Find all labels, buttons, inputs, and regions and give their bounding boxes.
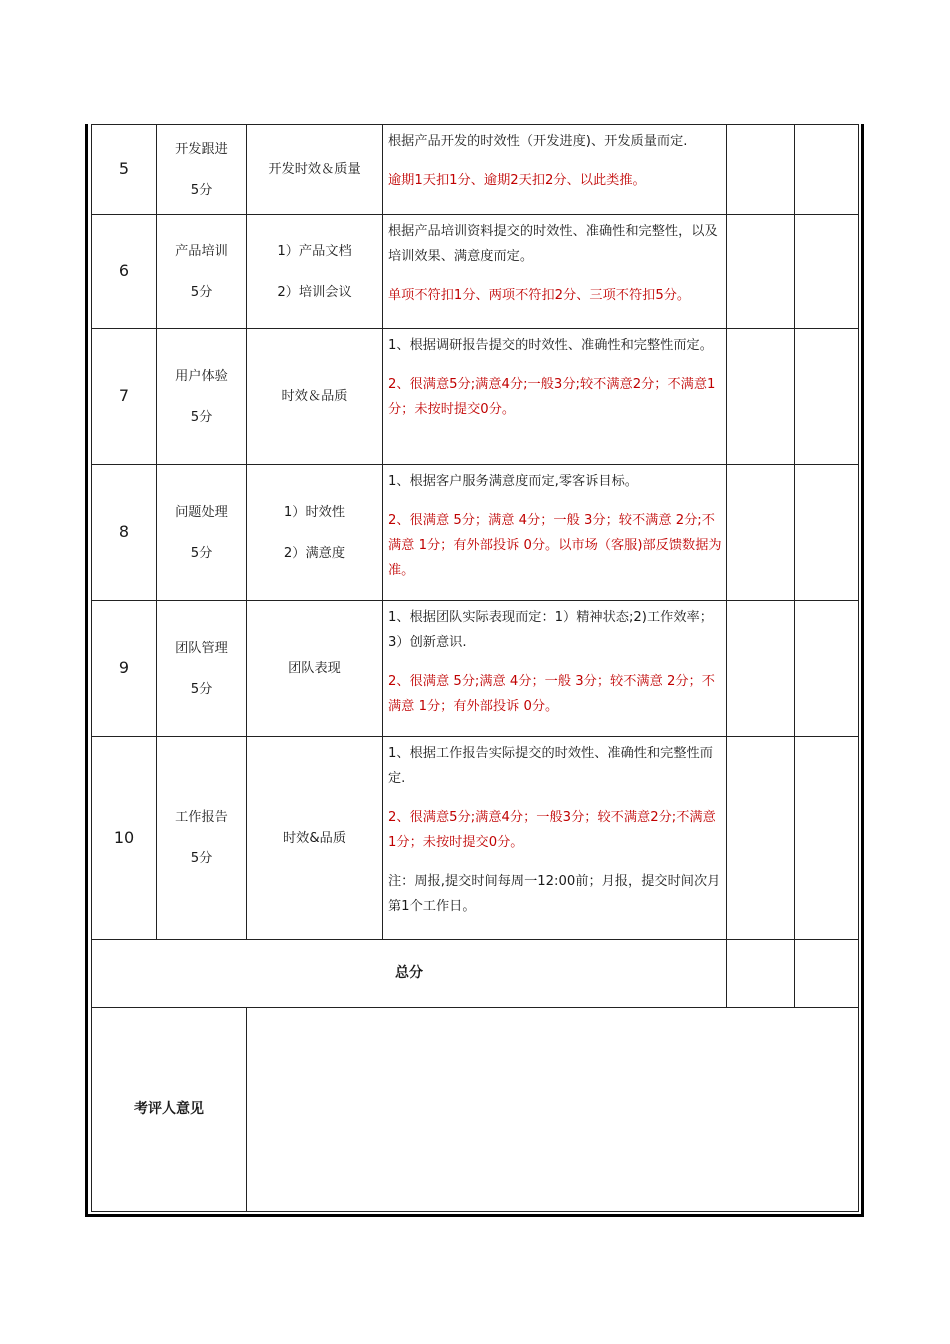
reviewer-row xyxy=(92,1008,859,1212)
description-cell xyxy=(383,215,727,329)
total-remark-cell[interactable] xyxy=(795,940,859,1008)
scoring-rule-text: 2、很满意5分;满意4分;一般3分;较不满意2分；不满意1分；未按时提交0分。 xyxy=(388,377,716,417)
item-score: 5分 xyxy=(190,681,213,697)
item-score: 5分 xyxy=(190,182,213,198)
row-number: 8 xyxy=(92,465,157,601)
item-cell xyxy=(157,215,247,329)
criteria-line: 2）培训会议 xyxy=(277,284,352,300)
table-row xyxy=(92,465,859,601)
criteria-cell xyxy=(247,125,383,215)
item-score: 5分 xyxy=(190,545,213,561)
description-text: 根据产品开发的时效性（开发进度)、开发质量而定. xyxy=(388,134,688,149)
remark-cell[interactable] xyxy=(795,737,859,940)
score-cell[interactable] xyxy=(727,125,795,215)
item-name: 开发跟进 xyxy=(175,141,228,157)
criteria-cell xyxy=(247,215,383,329)
scoring-rule-text: 2、很满意 5分;满意 4分；一般 3分；较不满意 2分；不满意 1分；有外部投诉 0分。 xyxy=(388,674,715,714)
item-name: 产品培训 xyxy=(175,243,228,259)
item-score: 5分 xyxy=(190,409,213,425)
row-number: 7 xyxy=(92,329,157,465)
remark-cell[interactable] xyxy=(795,465,859,601)
evaluation-rows xyxy=(92,125,859,940)
row-number: 10 xyxy=(92,737,157,940)
remark-cell[interactable] xyxy=(795,601,859,737)
description-text: 1、根据团队实际表现而定：1）精神状态;2)工作效率；3）创新意识. xyxy=(388,610,713,650)
item-cell xyxy=(157,601,247,737)
reviewer-label: 考评人意见 xyxy=(92,1008,247,1212)
score-cell[interactable] xyxy=(727,465,795,601)
score-cell[interactable] xyxy=(727,737,795,940)
criteria-cell xyxy=(247,465,383,601)
total-row xyxy=(92,940,859,1008)
criteria-cell xyxy=(247,329,383,465)
description-text: 根据产品培训资料提交的时效性、准确性和完整性，以及培训效果、满意度而定。 xyxy=(388,224,718,264)
scoring-rule-text: 2、很满意 5分；满意 4分；一般 3分；较不满意 2分;不满意 1分；有外部投诉 0分。以市场（客服)部反馈数据为准。 xyxy=(388,513,722,578)
criteria-line: 时效&品质 xyxy=(282,830,347,846)
item-name: 团队管理 xyxy=(175,640,228,656)
criteria-line: 2）满意度 xyxy=(283,545,346,561)
score-cell[interactable] xyxy=(727,601,795,737)
item-name: 用户体验 xyxy=(175,368,228,384)
table-row xyxy=(92,215,859,329)
description-text: 1、根据调研报告提交的时效性、准确性和完整性而定。 xyxy=(388,338,713,353)
item-cell xyxy=(157,329,247,465)
total-score-cell[interactable] xyxy=(727,940,795,1008)
criteria-line: 开发时效＆质量 xyxy=(268,162,361,177)
description-text: 注：周报,提交时间每周一12:00前；月报，提交时间次月第1个工作日。 xyxy=(388,874,721,914)
table-row xyxy=(92,329,859,465)
item-name: 问题处理 xyxy=(175,504,228,520)
item-score: 5分 xyxy=(190,851,213,866)
item-score: 5分 xyxy=(190,284,213,300)
scoring-rule-text: 单项不符扣1分、两项不符扣2分、三项不符扣5分。 xyxy=(388,288,691,303)
description-cell xyxy=(383,125,727,215)
criteria-line: 1）时效性 xyxy=(283,504,346,520)
description-cell xyxy=(383,601,727,737)
score-cell[interactable] xyxy=(727,215,795,329)
criteria-cell xyxy=(247,601,383,737)
description-text: 1、根据客户服务满意度而定,零客诉目标。 xyxy=(388,474,638,489)
item-cell xyxy=(157,465,247,601)
row-number: 9 xyxy=(92,601,157,737)
total-label: 总分 xyxy=(92,940,727,1008)
description-cell xyxy=(383,465,727,601)
item-cell xyxy=(157,737,247,940)
row-number: 6 xyxy=(92,215,157,329)
remark-cell[interactable] xyxy=(795,125,859,215)
description-cell xyxy=(383,329,727,465)
scoring-rule-text: 2、很满意5分;满意4分；一般3分；较不满意2分;不满意1分；未按时提交0分。 xyxy=(388,810,716,850)
evaluation-table xyxy=(91,124,859,1212)
row-number: 5 xyxy=(92,125,157,215)
criteria-cell xyxy=(247,737,383,940)
criteria-line: 1）产品文档 xyxy=(277,243,352,259)
description-text: 1、根据工作报告实际提交的时效性、准确性和完整性而定. xyxy=(388,746,713,786)
criteria-line: 时效＆品质 xyxy=(281,389,348,404)
remark-cell[interactable] xyxy=(795,329,859,465)
table-row xyxy=(92,601,859,737)
criteria-line: 团队表现 xyxy=(288,661,341,676)
remark-cell[interactable] xyxy=(795,215,859,329)
scoring-rule-text: 逾期1天扣1分、逾期2天扣2分、以此类推。 xyxy=(388,173,646,188)
reviewer-opinion-cell[interactable] xyxy=(247,1008,859,1212)
table-row xyxy=(92,125,859,215)
description-cell xyxy=(383,737,727,940)
table-row xyxy=(92,737,859,940)
score-cell[interactable] xyxy=(727,329,795,465)
item-name: 工作报告 xyxy=(175,810,228,825)
item-cell xyxy=(157,125,247,215)
